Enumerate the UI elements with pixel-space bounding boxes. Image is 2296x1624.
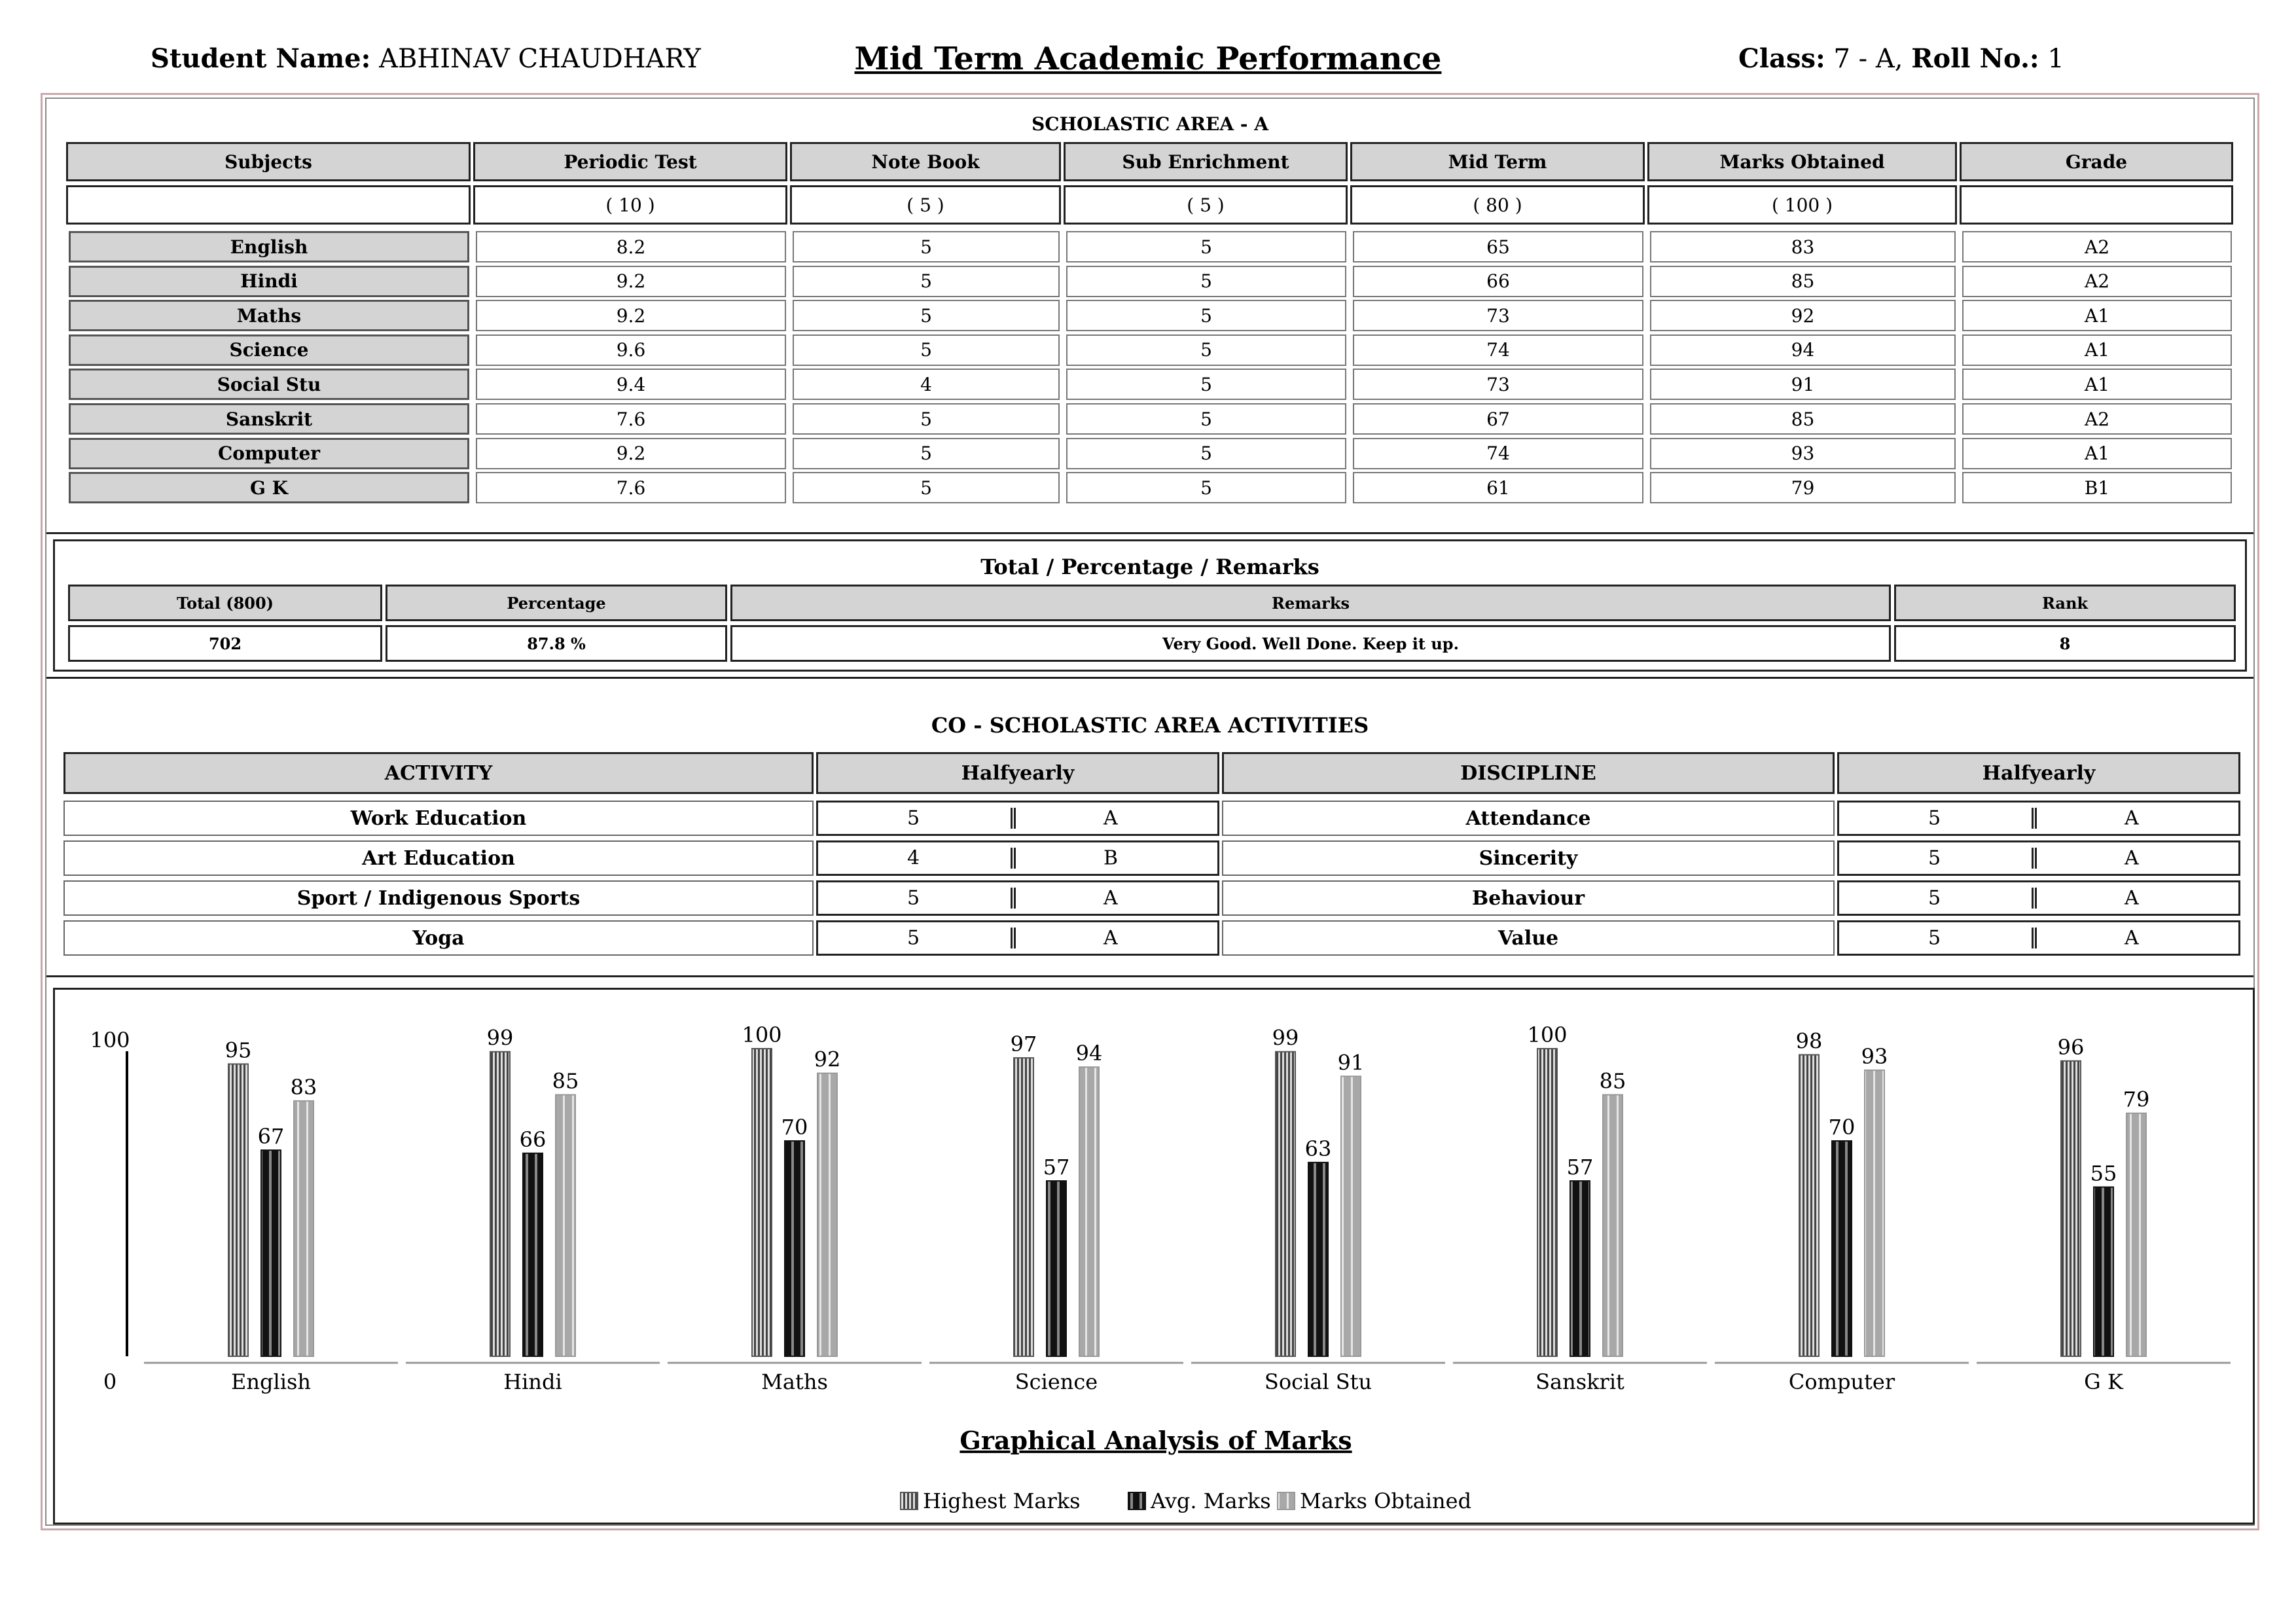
bar — [1014, 1058, 1033, 1356]
subject-name: Computer — [69, 438, 469, 469]
discipline-name: Behaviour — [1222, 880, 1835, 916]
marks-cell: 7.6 — [476, 403, 786, 435]
marks-cell: 94 — [1650, 334, 1956, 366]
max-marks-0 — [66, 185, 471, 225]
data-label: 70 — [1828, 1115, 1856, 1140]
report-header — [0, 41, 2296, 86]
col-header-3: Sub Enrichment — [1064, 142, 1348, 181]
col-header-2: Note Book — [790, 142, 1061, 181]
bar — [1865, 1070, 1884, 1356]
legend-label: Avg. Marks — [1151, 1489, 1271, 1513]
marks-cell: 5 — [1066, 403, 1346, 435]
col-header-6: Grade — [1960, 142, 2233, 181]
marks-cell: 85 — [1650, 266, 1956, 297]
x-tick-label: Sanskrit — [1535, 1369, 1624, 1394]
discipline-score — [1837, 801, 2240, 836]
co-header-3: Halfyearly — [1837, 752, 2240, 794]
discipline-name: Sincerity — [1222, 840, 1835, 876]
marks-cell: 73 — [1353, 369, 1643, 400]
co-header-0: ACTIVITY — [63, 752, 814, 794]
marks-chart — [53, 988, 2255, 1525]
bar — [228, 1064, 248, 1357]
divider — [2032, 848, 2037, 869]
scholastic-section — [46, 99, 2253, 530]
data-label: 92 — [814, 1047, 841, 1072]
marks-cell: 5 — [793, 403, 1060, 435]
subject-name: English — [69, 231, 469, 262]
marks-cell: 5 — [1066, 472, 1346, 503]
totals-value-1: 87.8 % — [386, 625, 727, 662]
marks-cell: 9.2 — [476, 266, 786, 297]
marks-chart-svg — [55, 990, 2257, 1526]
activity-grade: A — [1103, 886, 1118, 910]
bar — [294, 1101, 314, 1356]
marks-cell: 74 — [1353, 438, 1643, 469]
x-tick-label: Social Stu — [1264, 1369, 1372, 1394]
activity-score-value: 5 — [907, 806, 920, 830]
marks-cell: A1 — [1962, 369, 2232, 400]
totals-value-3: 8 — [1894, 625, 2236, 662]
marks-cell: A2 — [1962, 403, 2232, 435]
marks-cell: 5 — [1066, 300, 1346, 331]
discipline-score-value: 5 — [1928, 886, 1941, 910]
bar — [2094, 1187, 2113, 1357]
activity-name: Sport / Indigenous Sports — [63, 880, 814, 916]
data-label: 63 — [1304, 1136, 1332, 1161]
max-marks-2: ( 5 ) — [790, 185, 1061, 225]
data-label: 85 — [1599, 1068, 1626, 1094]
divider — [1011, 928, 1016, 948]
totals-header-0: Total (800) — [68, 585, 382, 621]
max-marks-4: ( 80 ) — [1350, 185, 1645, 225]
data-label: 85 — [552, 1068, 579, 1094]
data-label: 66 — [519, 1127, 547, 1152]
marks-cell: 74 — [1353, 334, 1643, 366]
marks-cell: 9.2 — [476, 300, 786, 331]
marks-cell: 65 — [1353, 231, 1643, 262]
x-tick-label: G K — [2084, 1369, 2123, 1394]
x-tick-label: Science — [1014, 1369, 1098, 1394]
data-label: 100 — [742, 1022, 782, 1047]
discipline-grade: A — [2125, 846, 2139, 870]
data-label: 99 — [486, 1025, 514, 1051]
marks-cell: 5 — [1066, 334, 1346, 366]
activity-name: Art Education — [63, 840, 814, 876]
activity-name: Yoga — [63, 920, 814, 956]
co-scholastic-section — [46, 680, 2253, 977]
subject-name: G K — [69, 472, 469, 503]
bar — [1276, 1052, 1295, 1356]
activity-score — [816, 880, 1219, 916]
data-label: 57 — [1043, 1155, 1070, 1180]
bar — [1570, 1181, 1590, 1356]
marks-cell: 4 — [793, 369, 1060, 400]
col-header-5: Marks Obtained — [1647, 142, 1957, 181]
report-card-inner — [45, 98, 2255, 1526]
discipline-name: Value — [1222, 920, 1835, 956]
data-label: 97 — [1010, 1032, 1037, 1057]
activity-grade: B — [1103, 846, 1119, 870]
co-header-1: Halfyearly — [816, 752, 1219, 794]
totals-section — [46, 532, 2253, 679]
discipline-score-value: 5 — [1928, 806, 1941, 830]
marks-cell: 8.2 — [476, 231, 786, 262]
activity-score — [816, 920, 1219, 956]
col-header-0: Subjects — [66, 142, 471, 181]
max-marks-5: ( 100 ) — [1647, 185, 1957, 225]
data-label: 94 — [1075, 1041, 1103, 1066]
marks-cell: 67 — [1353, 403, 1643, 435]
marks-cell: 83 — [1650, 231, 1956, 262]
activity-score-value: 5 — [907, 926, 920, 950]
activity-score — [816, 801, 1219, 836]
legend-swatch — [1128, 1492, 1145, 1509]
marks-cell: 5 — [1066, 266, 1346, 297]
discipline-score — [1837, 920, 2240, 956]
marks-cell: A1 — [1962, 334, 2232, 366]
data-label: 67 — [257, 1124, 285, 1149]
marks-cell: B1 — [1962, 472, 2232, 503]
report-card-frame — [41, 93, 2259, 1530]
col-header-1: Periodic Test — [473, 142, 787, 181]
bar — [2126, 1113, 2146, 1356]
bar — [752, 1049, 772, 1356]
divider — [1011, 808, 1016, 829]
marks-cell: 5 — [793, 472, 1060, 503]
marks-cell: 5 — [1066, 438, 1346, 469]
subject-name: Science — [69, 334, 469, 366]
legend-label: Highest Marks — [923, 1489, 1081, 1513]
bar — [785, 1141, 804, 1356]
bar — [556, 1095, 575, 1357]
x-tick-label: Computer — [1788, 1369, 1895, 1394]
bar — [2061, 1061, 2081, 1356]
subject-name: Social Stu — [69, 369, 469, 400]
divider — [2032, 928, 2037, 948]
activity-grade: A — [1103, 806, 1118, 830]
discipline-score-value: 5 — [1928, 926, 1941, 950]
discipline-grade: A — [2125, 886, 2139, 910]
activity-score-value: 4 — [907, 846, 920, 870]
marks-cell: 5 — [793, 438, 1060, 469]
bar — [261, 1150, 281, 1356]
co-header-2: DISCIPLINE — [1222, 752, 1835, 794]
data-label: 91 — [1337, 1050, 1365, 1075]
marks-cell: 85 — [1650, 403, 1956, 435]
max-marks-3: ( 5 ) — [1064, 185, 1348, 225]
marks-cell: 5 — [793, 300, 1060, 331]
discipline-name: Attendance — [1222, 801, 1835, 836]
marks-cell: 7.6 — [476, 472, 786, 503]
bar — [817, 1074, 837, 1356]
bar — [1047, 1181, 1066, 1356]
subject-name: Sanskrit — [69, 403, 469, 435]
marks-cell: 9.6 — [476, 334, 786, 366]
x-tick-label: Hindi — [503, 1369, 562, 1394]
legend-swatch — [1278, 1492, 1295, 1509]
chart-title: Graphical Analysis of Marks — [960, 1426, 1352, 1455]
totals-value-2: Very Good. Well Done. Keep it up. — [730, 625, 1891, 662]
bar — [1308, 1163, 1328, 1356]
marks-cell: 91 — [1650, 369, 1956, 400]
divider — [1011, 888, 1016, 909]
data-label: 55 — [2090, 1161, 2117, 1186]
data-label: 70 — [781, 1115, 808, 1140]
co-scholastic-caption: CO - SCHOLASTIC AREA ACTIVITIES — [931, 713, 1369, 738]
marks-cell: 5 — [1066, 231, 1346, 262]
totals-header-3: Rank — [1894, 585, 2236, 621]
activity-score — [816, 840, 1219, 876]
bar — [1799, 1055, 1819, 1356]
discipline-score-value: 5 — [1928, 846, 1941, 870]
student-name: Student Name: ABHINAV CHAUDHARY — [151, 43, 701, 74]
totals-header-2: Remarks — [730, 585, 1891, 621]
activity-score-value: 5 — [907, 886, 920, 910]
discipline-score — [1837, 880, 2240, 916]
bar — [1537, 1049, 1557, 1356]
marks-cell: A2 — [1962, 231, 2232, 262]
data-label: 79 — [2123, 1087, 2150, 1112]
legend-label: Marks Obtained — [1300, 1489, 1472, 1513]
marks-cell: 61 — [1353, 472, 1643, 503]
divider — [2032, 808, 2037, 829]
discipline-grade: A — [2125, 806, 2139, 830]
marks-cell: A1 — [1962, 300, 2232, 331]
marks-cell: 79 — [1650, 472, 1956, 503]
marks-cell: 5 — [793, 334, 1060, 366]
marks-cell: A1 — [1962, 438, 2232, 469]
totals-box — [53, 539, 2247, 672]
totals-value-0: 702 — [68, 625, 382, 662]
x-tick-label: Maths — [761, 1369, 828, 1394]
divider — [2032, 888, 2037, 909]
col-header-4: Mid Term — [1350, 142, 1645, 181]
marks-cell: 5 — [793, 266, 1060, 297]
discipline-score — [1837, 840, 2240, 876]
bar — [1603, 1095, 1623, 1357]
bar — [523, 1153, 543, 1356]
page-title: Mid Term Academic Performance — [854, 41, 1442, 77]
data-label: 95 — [224, 1038, 252, 1063]
bar — [1341, 1076, 1361, 1356]
data-label: 93 — [1861, 1043, 1888, 1069]
activity-name: Work Education — [63, 801, 814, 836]
bar — [1079, 1067, 1099, 1356]
activity-grade: A — [1103, 926, 1118, 950]
divider — [1011, 848, 1016, 869]
marks-cell: 5 — [1066, 369, 1346, 400]
legend-swatch — [901, 1492, 918, 1509]
marks-cell: 9.2 — [476, 438, 786, 469]
discipline-grade: A — [2125, 926, 2139, 950]
max-marks-1: ( 10 ) — [473, 185, 787, 225]
data-label: 96 — [2057, 1034, 2085, 1060]
marks-cell: 93 — [1650, 438, 1956, 469]
x-tick-label: English — [231, 1369, 311, 1394]
subject-name: Hindi — [69, 266, 469, 297]
marks-cell: 73 — [1353, 300, 1643, 331]
marks-cell: 66 — [1353, 266, 1643, 297]
data-label: 99 — [1272, 1025, 1299, 1051]
data-label: 98 — [1795, 1028, 1823, 1054]
marks-cell: A2 — [1962, 266, 2232, 297]
y-tick-label: 100 — [90, 1028, 130, 1053]
marks-cell: 9.4 — [476, 369, 786, 400]
subject-name: Maths — [69, 300, 469, 331]
marks-cell: 92 — [1650, 300, 1956, 331]
scholastic-caption: SCHOLASTIC AREA - A — [1031, 113, 1268, 135]
totals-header-1: Percentage — [386, 585, 727, 621]
marks-cell: 5 — [793, 231, 1060, 262]
y-tick-label: 0 — [103, 1369, 117, 1394]
bar — [1832, 1141, 1852, 1356]
bar — [490, 1052, 510, 1356]
class-roll: Class: 7 - A, Roll No.: 1 — [1738, 43, 2064, 74]
data-label: 57 — [1566, 1155, 1594, 1180]
max-marks-6 — [1960, 185, 2233, 225]
totals-caption: Total / Percentage / Remarks — [980, 554, 1319, 579]
data-label: 100 — [1527, 1022, 1568, 1047]
data-label: 83 — [290, 1074, 317, 1100]
